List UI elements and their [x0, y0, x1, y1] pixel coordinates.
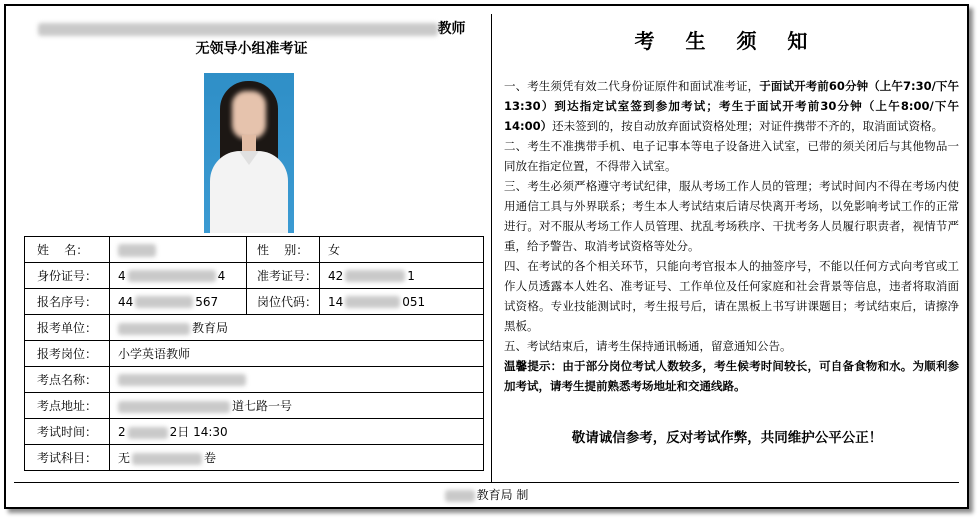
table-row [25, 393, 484, 419]
applied-unit-label: 报考单位： [25, 315, 110, 341]
table-row [25, 315, 484, 341]
exam-address-value: 道七路一号 [110, 393, 484, 419]
exam-site-value [110, 367, 484, 393]
ticket-left-panel [14, 14, 489, 482]
admission-ticket [4, 4, 969, 509]
notice-item-4: 四、在考试的各个相关环节，只能向考官报本人的抽签序号，不能以任何方式向考官或工作人员透露本人姓名、准考证号、工作单位及任何家庭和社会背景等信息，违者将取消面试资格。专业技能测试时，考生报号后，请在黑板上书写讲课题目；考试结束后，请擦净黑板。 [504, 259, 959, 333]
candidate-info-table [24, 236, 484, 471]
exam-address-label: 考点地址： [25, 393, 110, 419]
exam-subject-value: 无 卷 [110, 445, 484, 471]
post-code-label: 岗位代码： [247, 289, 320, 315]
ticket-title-line2: 无领导小组准考证 [195, 41, 308, 57]
applied-post-label: 报考岗位： [25, 341, 110, 367]
notice-title: 考 生 须 知 [634, 29, 820, 53]
name-value [110, 237, 247, 263]
notice-item-5: 五、考试结束后，请考生保持通讯畅通，留意通知公告。 [504, 339, 792, 353]
notice-item-2: 二、考生不准携带手机、电子记事本等电子设备进入试室，已带的须关闭后与其他物品一同放在指定位置，不得带入试室。 [504, 139, 959, 173]
exam-time-label: 考试时间： [25, 419, 110, 445]
redacted-org-name [38, 23, 438, 36]
ticket-title-line1: 教师 [14, 20, 489, 38]
table-row [25, 445, 484, 471]
warm-tip: 温馨提示：由于部分岗位考试人数较多，考生候考时间较长，可自备食物和水。为顺利参加考试，请考生提前熟悉考场地址和交通线路。 [504, 359, 959, 393]
gender-label: 性 别： [247, 237, 320, 263]
registration-number-label: 报名序号： [25, 289, 110, 315]
exam-subject-label: 考试科目： [25, 445, 110, 471]
table-row [25, 367, 484, 393]
candidate-photo [204, 73, 294, 233]
table-row [25, 237, 484, 263]
table-row [25, 419, 484, 445]
notice-item-1: 一、考生须凭有效二代身份证原件和面试准考证，于面试开考前60分钟（上午7:30/下午13:30）到达指定试室签到参加考试；考生于面试开考前30分钟（上午8:00/下午14:00）还未签到的，按自动放弃面试资格处理；对证件携带不齐的，取消面试资格。 [504, 79, 960, 133]
registration-number-value: 44 567 [110, 289, 247, 315]
applied-unit-value: 教育局 [110, 315, 484, 341]
issuer-footer: 教育局 制 [6, 486, 967, 503]
exam-time-value: 2 2日 14:30 [110, 419, 484, 445]
name-label: 姓 名： [25, 237, 110, 263]
id-label: 身份证号： [25, 263, 110, 289]
table-row [25, 289, 484, 315]
table-row [25, 263, 484, 289]
applied-post-value: 小学英语教师 [110, 341, 484, 367]
notice-item-3: 三、考生必须严格遵守考试纪律，服从考场工作人员的管理；考试时间内不得在考场内使用通信工具与外界联系；考生本人考试结束后请尽快离开考场，以免影响考试工作的正常进行。对不服从考场工作人员管理、扰乱考场秩序、干扰考务人员履行职责者，视情节严重，给予警告、取消考试资格等处分。 [504, 179, 959, 253]
notice-body [504, 76, 959, 396]
exam-site-label: 考点名称： [25, 367, 110, 393]
id-value: 4 4 [110, 263, 247, 289]
table-row [25, 341, 484, 367]
gender-value: 女 [320, 237, 484, 263]
admission-number-label: 准考证号： [247, 263, 320, 289]
notice-panel [491, 14, 962, 482]
footer-divider [14, 482, 959, 483]
post-code-value: 14 051 [320, 289, 484, 315]
closing-slogan: 敬请诚信参考，反对考试作弊，共同维护公平公正！ [571, 430, 883, 446]
admission-number-value: 42 1 [320, 263, 484, 289]
